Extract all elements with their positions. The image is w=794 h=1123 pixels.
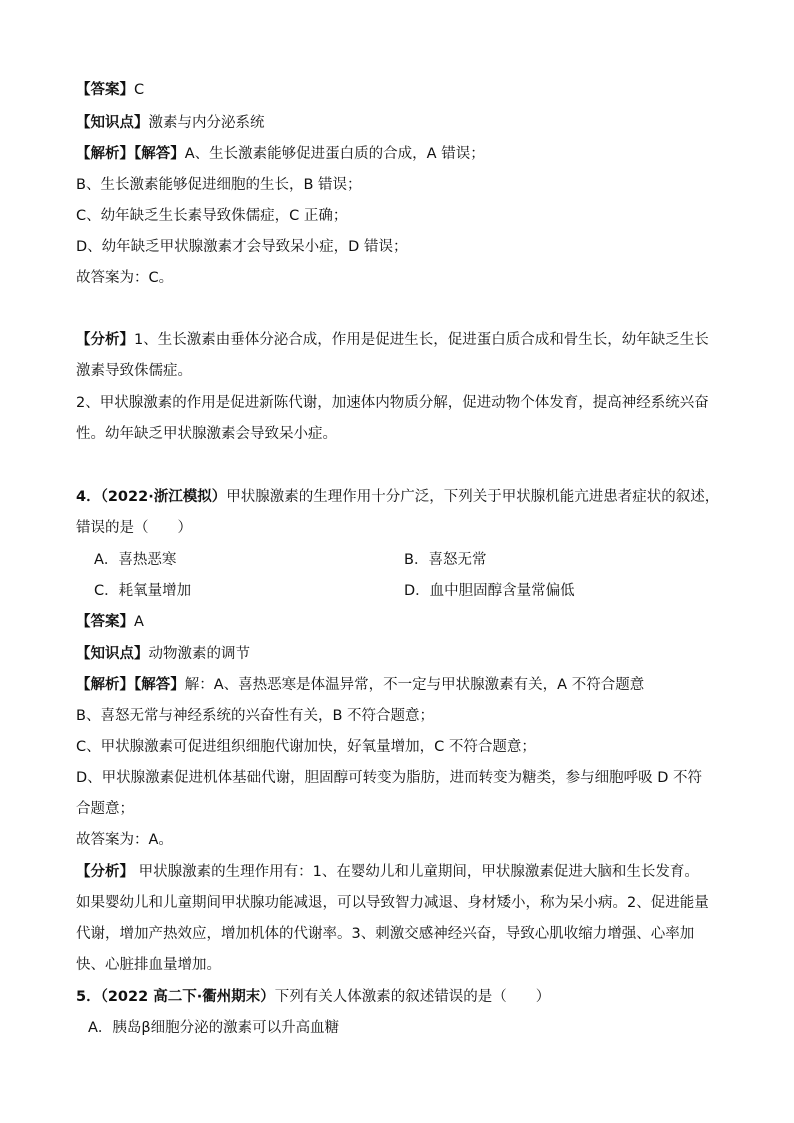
answer-tag: 【答案】	[76, 82, 134, 98]
fenxi-line-1b: 激素导致侏儒症。	[76, 363, 192, 379]
fenxi-line-2a: 2、甲状腺激素的作用是促进新陈代谢，加速体内物质分解，促进动物个体发育，提高神经系统兴奋	[76, 395, 709, 411]
option-b: B．喜怒无常	[404, 552, 487, 568]
question-4-stem	[76, 487, 719, 507]
knowledge-point-line-4	[76, 644, 250, 664]
question-source: （2022 高二下·衢州期末）	[100, 989, 275, 1005]
fenxi-line-2b: 性。幼年缺乏甲状腺激素会导致呆小症。	[76, 426, 337, 442]
fenxi-line-1a	[76, 330, 709, 350]
fenxi-line-4-2: 如果婴幼儿和儿童期间甲状腺功能减退，可以导致智力减退、身材矮小，称为呆小病。2、促进能量	[76, 895, 709, 911]
final-answer-4: 故答案为：A。	[76, 832, 173, 848]
analysis-line-b-4: B、喜怒无常与神经系统的兴奋性有关，B 不符合题意；	[76, 708, 435, 724]
knowledge-point-tag: 【知识点】	[76, 646, 149, 662]
question-5-stem	[76, 987, 550, 1007]
final-answer-1: 故答案为：C。	[76, 270, 174, 286]
question-4-stem-b: 错误的是（ ）	[76, 520, 192, 536]
analysis-line-d1-4: D、甲状腺激素促进机体基础代谢，胆固醇可转变为脂肪，进而转变为糖类，参与细胞呼吸 D 不符	[76, 770, 703, 786]
answer-tag: 【答案】	[76, 614, 134, 630]
analysis-tag: 【解析】	[76, 677, 134, 693]
option-d: D．血中胆固醇含量常偏低	[404, 583, 575, 599]
analysis-line-d2-4: 合题意；	[76, 801, 134, 817]
analysis-line-a-4	[76, 675, 644, 695]
analysis-line-c-4: C、甲状腺激素可促进组织细胞代谢加快，好氧量增加，C 不符合题意；	[76, 739, 536, 755]
question-stem-text: 下列有关人体激素的叙述错误的是（ ）	[274, 989, 551, 1005]
option-c: C．耗氧量增加	[94, 583, 192, 599]
solution-tag: 【解答】	[134, 677, 185, 693]
fenxi-tag: 【分析】	[76, 332, 134, 348]
fenxi-line-4-1	[76, 862, 699, 882]
analysis-tag: 【解析】	[76, 146, 134, 162]
question-number: 4．	[76, 489, 101, 505]
fenxi-text: 1、生长激素由垂体分泌合成，作用是促进生长，促进蛋白质合成和骨生长，幼年缺乏生长	[134, 332, 709, 348]
analysis-text: 解：A、喜热恶寒是体温异常，不一定与甲状腺激素有关，A 不符合题意	[184, 677, 645, 693]
analysis-line-c-1: C、幼年缺乏生长素导致侏儒症，C 正确；	[76, 208, 348, 224]
question-source: （2022·浙江模拟）	[100, 489, 227, 505]
analysis-text: A、生长激素能够促进蛋白质的合成，A 错误；	[184, 146, 485, 162]
option-a: A．胰岛β细胞分泌的激素可以升高血糖	[88, 1020, 340, 1036]
solution-tag: 【解答】	[134, 146, 185, 162]
option-a: A．喜热恶寒	[94, 552, 177, 568]
fenxi-line-4-4: 快、心脏排血量增加。	[76, 957, 221, 973]
answer-value: A	[134, 614, 144, 630]
analysis-line-a-1	[76, 144, 485, 164]
answer-line-4	[76, 612, 144, 632]
analysis-line-b-1: B、生长激素能够促进细胞的生长，B 错误；	[76, 177, 362, 193]
fenxi-tag: 【分析】	[76, 864, 134, 880]
analysis-line-d-1: D、幼年缺乏甲状腺激素才会导致呆小症，D 错误；	[76, 239, 408, 255]
answer-line-1	[76, 80, 144, 100]
question-number: 5．	[76, 989, 101, 1005]
answer-value: C	[134, 82, 145, 98]
fenxi-text: 甲状腺激素的生理作用有：1、在婴幼儿和儿童期间，甲状腺激素促进大脑和生长发育。	[134, 864, 699, 880]
knowledge-point-line-1	[76, 113, 265, 133]
question-stem-text: 甲状腺激素的生理作用十分广泛，下列关于甲状腺机能亢进患者症状的叙述，	[226, 489, 720, 505]
fenxi-line-4-3: 代谢，增加产热效应，增加机体的代谢率。3、刺激交感神经兴奋，导致心肌收缩力增强、心率加	[76, 926, 695, 942]
knowledge-point-text: 动物激素的调节	[148, 646, 250, 662]
knowledge-point-tag: 【知识点】	[76, 115, 149, 131]
knowledge-point-text: 激素与内分泌系统	[148, 115, 265, 131]
